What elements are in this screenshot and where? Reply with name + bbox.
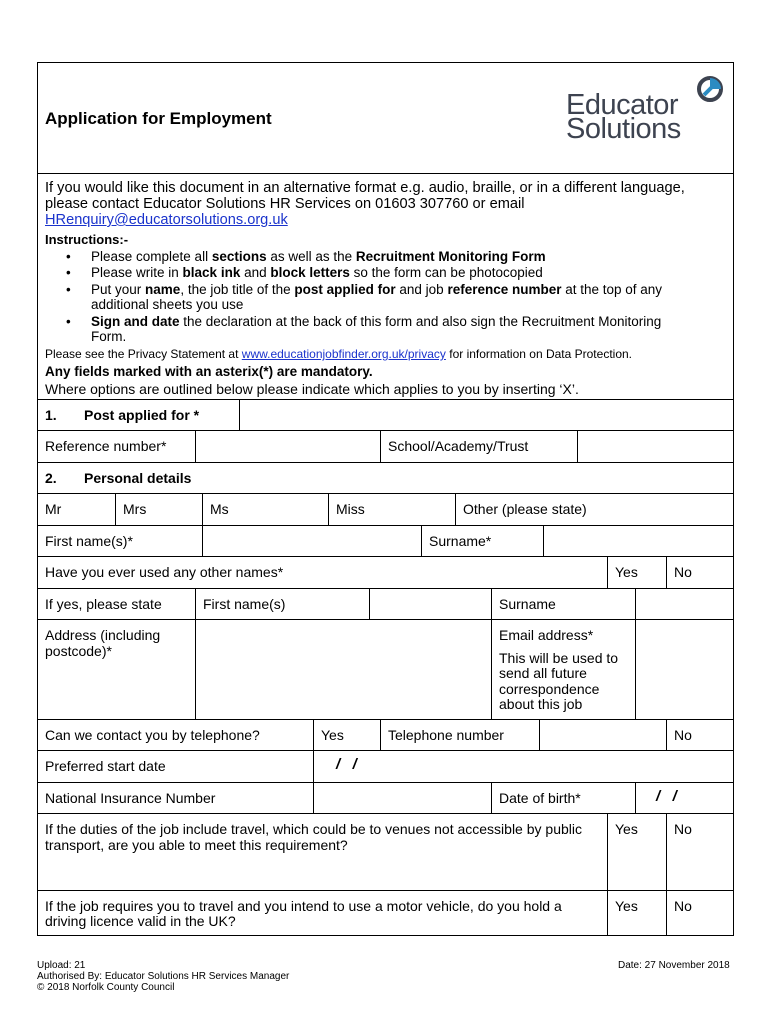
col-line [666, 719, 667, 750]
licence-question-1: If the job requires you to travel and you intend to use a motor vehicle, do you hold a [45, 898, 562, 914]
travel-yes[interactable]: Yes [615, 821, 638, 837]
surname-field[interactable] [544, 526, 733, 556]
start-date-label: Preferred start date [45, 758, 166, 774]
divider [37, 173, 734, 174]
email-field[interactable] [636, 620, 733, 719]
title-mr[interactable]: Mr [45, 501, 62, 517]
intro-line2: please contact Educator Solutions HR Services on 01603 307760 or email [45, 196, 525, 212]
col-line [202, 493, 203, 525]
col-line [607, 813, 608, 936]
educator-solutions-logo [566, 74, 726, 145]
privacy-link[interactable]: www.educationjobfinder.org.uk/privacy [241, 347, 446, 361]
mandatory-note: Any fields marked with an asterix(*) are mandatory. [45, 364, 373, 379]
email-note-2: send all future [499, 665, 587, 681]
instructions-label: Instructions:- [45, 232, 129, 247]
footer-authorised: Authorised By: Educator Solutions HR Services Manager [37, 971, 290, 982]
col-line [313, 719, 314, 750]
address-label-1: Address (including [45, 627, 161, 643]
other-names-no[interactable]: No [674, 564, 692, 580]
email-note-4: about this job [499, 696, 583, 712]
logo-line2: Solutions [566, 113, 681, 145]
start-date-field[interactable]: / / [336, 756, 357, 773]
col-line [635, 782, 636, 813]
telephone-number-field[interactable] [540, 720, 666, 750]
instruction-4-line2: Form. [91, 329, 127, 344]
dob-label: Date of birth* [499, 790, 581, 806]
telephone-number-label: Telephone number [388, 727, 504, 743]
ni-number-field[interactable] [314, 783, 491, 813]
post-applied-label: Post applied for * [84, 407, 200, 423]
title-miss[interactable]: Miss [336, 501, 365, 517]
col-line [195, 588, 196, 619]
email-label: Email address* [499, 627, 594, 643]
row-line [37, 750, 734, 751]
section1-number: 1. [45, 407, 57, 423]
reference-field[interactable] [196, 431, 380, 462]
col-line [313, 750, 314, 782]
address-field[interactable] [196, 620, 491, 719]
telephone-no[interactable]: No [674, 727, 692, 743]
other-surname-label: Surname [499, 596, 556, 612]
privacy-note: Please see the Privacy Statement at www.educationjobfinder.org.uk/privacy for information on Data Protection. [45, 347, 632, 361]
instruction-2: Please write in black ink and block letters so the form can be photocopied [91, 265, 543, 280]
col-line [115, 493, 116, 525]
travel-question-1: If the duties of the job include travel, which could be to venues not accessible by public [45, 821, 582, 837]
telephone-question: Can we contact you by telephone? [45, 727, 260, 743]
bullet-dot: • [66, 249, 71, 264]
other-first-names-label: First name(s) [203, 596, 286, 612]
other-first-names-field[interactable] [370, 589, 491, 619]
instruction-3-line2: additional sheets you use [91, 297, 244, 312]
title-ms[interactable]: Ms [210, 501, 229, 517]
row-line [37, 813, 734, 814]
section2-number: 2. [45, 470, 57, 486]
logo-line1: Educator [566, 89, 679, 121]
col-line [455, 493, 456, 525]
other-names-question: Have you ever used any other names* [45, 564, 284, 580]
row-line [37, 556, 734, 557]
other-names-yes[interactable]: Yes [615, 564, 638, 580]
col-line [328, 493, 329, 525]
bullet-dot: • [66, 282, 71, 297]
logo-mark-icon [696, 75, 724, 103]
options-note: Where options are outlined below please indicate which applies to you by inserting ‘X’. [45, 381, 579, 397]
school-field[interactable] [578, 431, 733, 462]
title-other[interactable]: Other (please state) [463, 501, 587, 517]
personal-details-heading: Personal details [84, 470, 192, 486]
col-line [380, 719, 381, 750]
if-yes-label: If yes, please state [45, 596, 162, 612]
col-line [666, 556, 667, 588]
col-line [666, 813, 667, 936]
footer-copyright: © 2018 Norfolk County Council [37, 982, 175, 993]
reference-label: Reference number* [45, 438, 167, 454]
travel-no[interactable]: No [674, 821, 692, 837]
dob-field[interactable]: / / [656, 788, 677, 805]
bullet-dot: • [66, 314, 71, 329]
hr-email-link[interactable]: HRenquiry@educatorsolutions.org.uk [45, 212, 288, 228]
row-line [37, 462, 734, 463]
licence-question-2: driving licence valid in the UK? [45, 913, 236, 929]
footer-date: Date: 27 November 2018 [618, 960, 730, 971]
other-surname-field[interactable] [636, 589, 733, 619]
bullet-dot: • [66, 265, 71, 280]
ni-number-label: National Insurance Number [45, 790, 216, 806]
col-line [607, 556, 608, 588]
intro-line1: If you would like this document in an alternative format e.g. audio, braille, or in a different language, [45, 180, 685, 196]
post-applied-field[interactable] [240, 400, 733, 430]
first-names-label: First name(s)* [45, 533, 133, 549]
title-mrs[interactable]: Mrs [123, 501, 147, 517]
licence-no[interactable]: No [674, 898, 692, 914]
instruction-4: Sign and date the declaration at the back of this form and also sign the Recruitment Monitoring [91, 314, 662, 329]
surname-label: Surname* [429, 533, 492, 549]
first-names-field[interactable] [203, 526, 421, 556]
footer-upload: Upload: 21 [37, 960, 86, 971]
address-label-2: postcode)* [45, 643, 112, 659]
col-line [421, 525, 422, 556]
email-note-3: correspondence [499, 681, 600, 697]
school-label: School/Academy/Trust [388, 438, 529, 454]
instruction-3: Put your name, the job title of the post applied for and job reference number at the top of any [91, 282, 663, 297]
instruction-1: Please complete all sections as well as the Recruitment Monitoring Form [91, 249, 546, 264]
col-line [491, 619, 492, 719]
col-line [491, 782, 492, 813]
row-line [37, 493, 734, 494]
page-title: Application for Employment [45, 109, 272, 128]
col-line [380, 430, 381, 462]
row-line [37, 890, 734, 891]
col-line [491, 588, 492, 619]
telephone-yes[interactable]: Yes [321, 727, 344, 743]
travel-question-2: transport, are you able to meet this requirement? [45, 837, 348, 853]
licence-yes[interactable]: Yes [615, 898, 638, 914]
email-note-1: This will be used to [499, 650, 619, 666]
